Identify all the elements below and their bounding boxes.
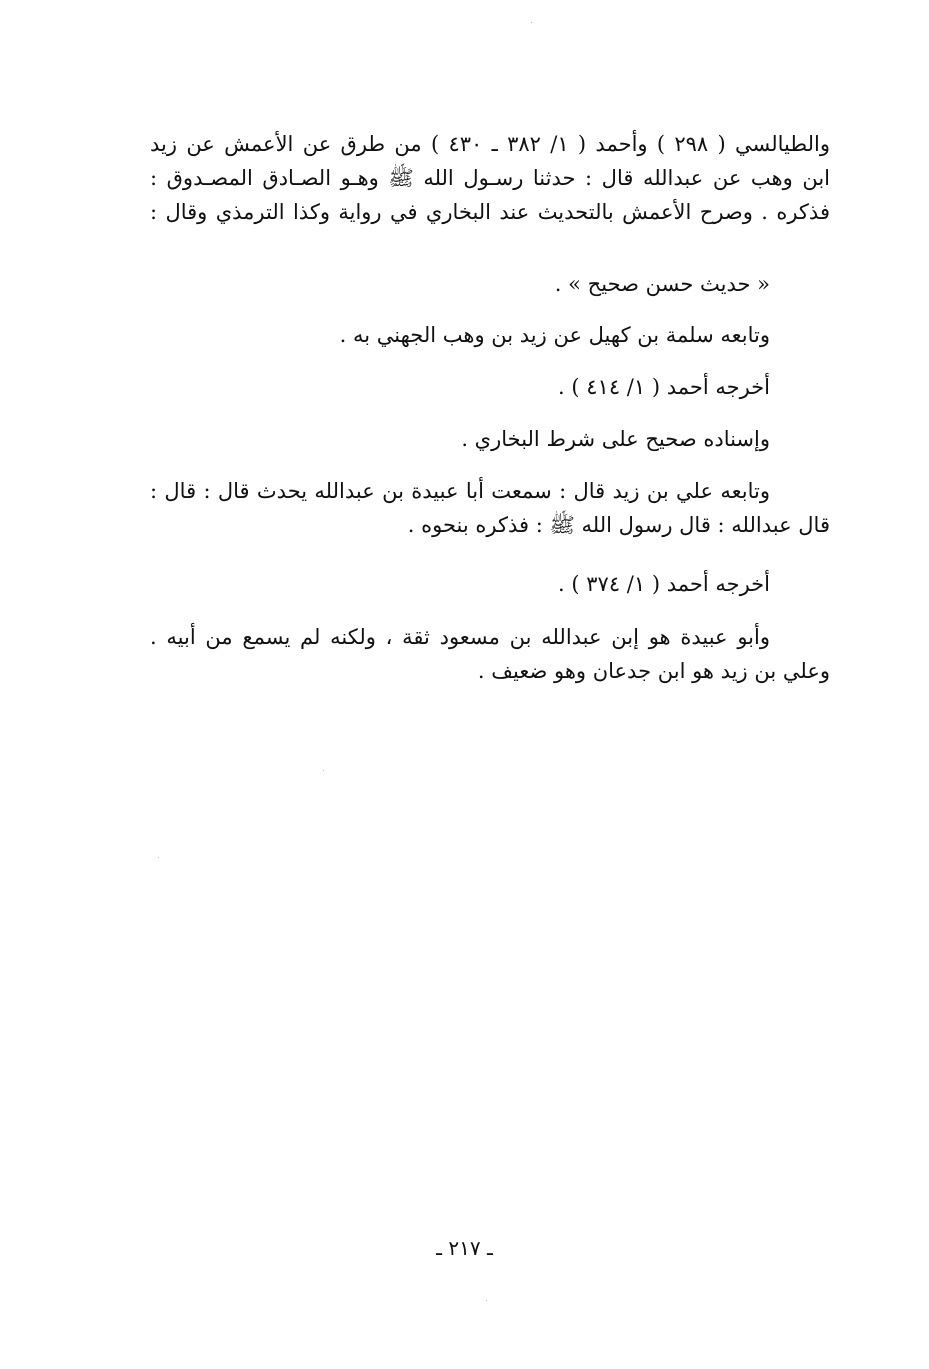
paragraph-1 [150,127,830,229]
paragraph-5-line-1: وأبو عبيدة هو إبن عبدالله بن مسعود ثقة ، ولكنه لم يسمع من أبيه . [150,625,770,649]
quote-1 [150,267,830,301]
paragraph-4-line-1: وتابعه علي بن زيد قال : سمعت أبا عبيدة بن عبدالله يحدث قال : قال : [150,479,770,503]
paragraph-1-line-2: ابن وهب عن عبدالله قال : حدثنا رسـول الله ﷺ وهـو الصـادق المصـدوق : [150,166,830,190]
page-number: ـ ٢١٧ ـ [436,1236,493,1260]
quote-text: « حديث حسن صحيح » . [554,272,770,296]
scan-speck [158,857,159,858]
citation-2-text: أخرجه أحمد ( ١/ ٣٧٤ ) . [558,572,770,596]
citation-1 [150,370,830,404]
citation-2 [150,567,830,601]
scan-speck [486,1300,487,1301]
paragraph-2-text: وتابعه سلمة بن كهيل عن زيد بن وهب الجهني به . [339,323,770,347]
paragraph-5 [150,620,830,688]
paragraph-1-line-3: فذكره . وصرح الأعمش بالتحديث عند البخاري في رواية وكذا الترمذي وقال : [150,200,830,224]
paragraph-2 [150,318,830,352]
paragraph-4 [150,474,830,542]
scan-speck [531,22,532,23]
paragraph-5-line-2: وعلي بن زيد هو ابن جدعان وهو ضعيف . [477,659,830,683]
scan-speck [323,770,324,771]
paragraph-1-line-1: والطيالسي ( ٢٩٨ ) وأحمد ( ١/ ٣٨٢ ـ ٤٣٠ ) من طرق عن الأعمش عن زيد [150,132,830,156]
paragraph-4-line-2: قال عبدالله : قال رسول الله ﷺ : فذكره بنحوه . [407,513,830,537]
paragraph-3-text: وإسناده صحيح على شرط البخاري . [461,427,770,451]
paragraph-3 [150,422,830,456]
citation-1-text: أخرجه أحمد ( ١/ ٤١٤ ) . [558,375,770,399]
